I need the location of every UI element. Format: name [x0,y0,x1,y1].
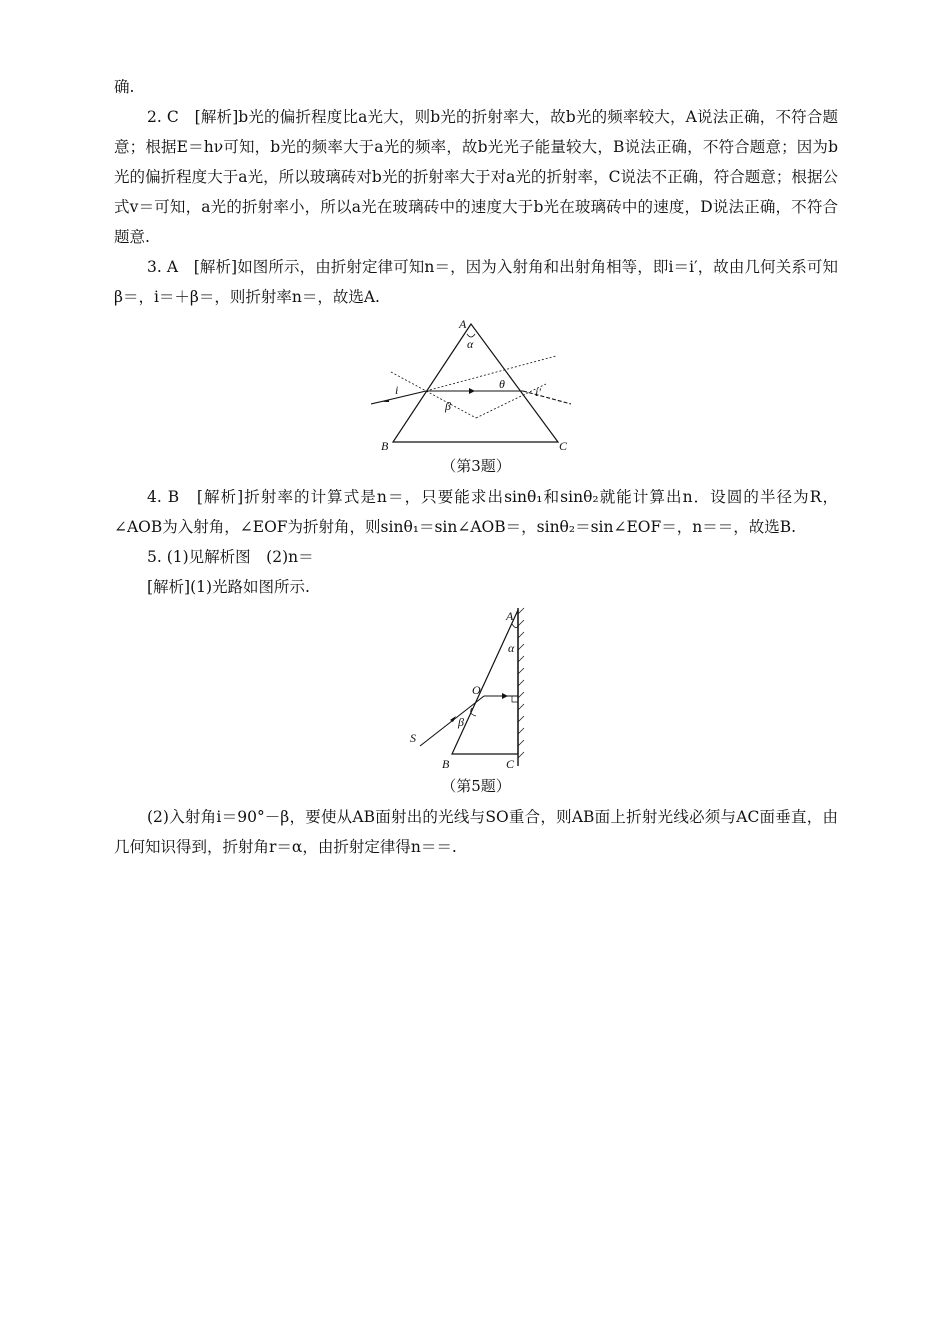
emergent-ray [523,391,571,404]
prism-triangle [393,324,558,442]
label-i-prime: i′ [535,385,541,399]
figure-3-caption: （第3题） [441,457,511,475]
refracted-arrow [502,693,508,699]
label-beta: β [445,399,451,413]
label-O: O [472,683,481,697]
label-alpha-5: α [508,641,515,655]
mirror-prism-diagram [406,604,546,774]
label-A-5: A [506,609,514,623]
answer-2: 2. C [解析]b光的偏折程度比a光大，则b光的折射率大，故b光的频率较大，A说法正确，不符合题意；根据E＝hν可知，b光的频率大于a光的频率，故b光光子能量较大，B说法正确，不符合题意；因为b光的偏折程度大于a光，所以玻璃砖对b光的折射率大于对a光的折射率，C说法不正确，符合题意；根据公式v＝可知，a光的折射率小，所以a光在玻璃砖中的速度大于b光在玻璃砖中的速度，D说法正确，不符合题意. [114,108,838,246]
prism-triangle-5 [452,610,518,754]
answer-5: 5. (1)见解析图 (2)n＝ [147,548,314,566]
internal-arrow [469,388,475,394]
alpha-arc-5 [512,624,518,628]
incident-ray [371,391,426,404]
answer-4: 4. B [解析]折射率的计算式是n＝，只要能求出sinθ₁和sinθ₂就能计算出n．设圆的半径为R，∠AOB为入射角，∠EOF为折射角，则sinθ₁＝sin∠AOB＝，sinθ₂＝sin∠EOF＝，n＝＝，故选B. [114,488,838,536]
figure-5-prism [406,604,546,774]
label-B: B [381,439,389,453]
label-B-5: B [442,757,450,771]
right-angle-mark [512,696,518,702]
answer-5-part-2: (2)入射角i＝90°－β，要使从AB面射出的光线与SO重合，则AB面上折射光线必须与AC面垂直，由几何知识得到，折射角r＝α，由折射定律得n＝＝. [114,808,838,856]
figure-3-prism [371,314,581,454]
figure-5-caption: （第5题） [441,777,511,795]
normal-left [391,372,476,418]
document-body [114,72,838,862]
label-i: i [395,383,399,397]
answer-3: 3. A [解析]如图所示，由折射定律可知n＝，因为入射角和出射角相等，即i＝i′，故由几何关系可知β＝，i＝＋β＝，则折射率n＝，故选A. [114,258,838,306]
label-alpha: α [467,337,474,351]
label-A: A [459,317,467,331]
label-beta-5: β [458,715,464,729]
label-C-5: C [506,757,515,771]
mirror-hatching [518,608,524,758]
paragraph-continuation: 确. [114,78,135,96]
prism-diagram [371,314,581,454]
label-theta: θ [499,377,505,391]
answer-5-explanation: [解析](1)光路如图所示. [147,578,310,596]
label-S: S [410,731,416,745]
label-C: C [559,439,568,453]
